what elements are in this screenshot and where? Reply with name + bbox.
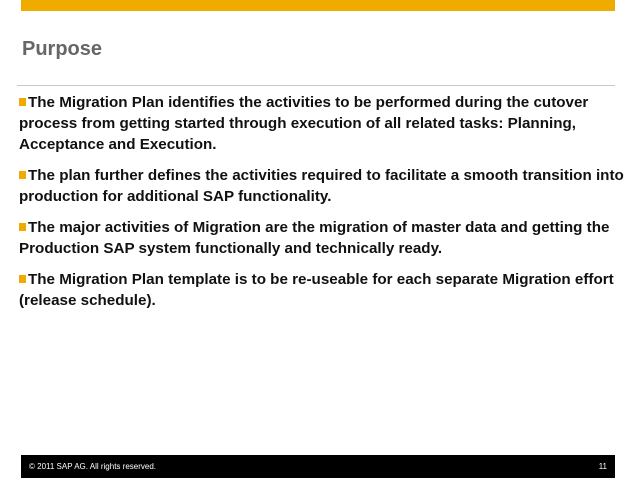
bullet-text: The plan further defines the activities required to facilitate a smooth transition into production for additional SAP functionality. [19,167,624,205]
bullet-item [19,217,625,259]
page-number: 11 [598,462,607,471]
square-bullet-icon [19,223,26,231]
bullet-item [19,92,625,155]
square-bullet-icon [19,275,26,283]
square-bullet-icon [19,98,26,106]
bullet-list [19,92,625,321]
bullet-text: The major activities of Migration are the migration of master data and getting the Production SAP system functionally and technically ready. [19,219,610,257]
footer-bar [21,455,615,478]
square-bullet-icon [19,171,26,179]
slide-title: Purpose [22,38,103,60]
copyright-text: © 2011 SAP AG. All rights reserved. [29,462,156,471]
bullet-text: The Migration Plan template is to be re-useable for each separate Migration effort (release schedule). [19,271,614,309]
title-divider [17,85,615,86]
bullet-item [19,269,625,311]
bullet-text: The Migration Plan identifies the activities to be performed during the cutover process from getting started through execution of all related tasks: Planning, Acceptance and Execution. [19,94,589,153]
top-accent-bar [21,0,615,11]
bullet-item [19,165,625,207]
